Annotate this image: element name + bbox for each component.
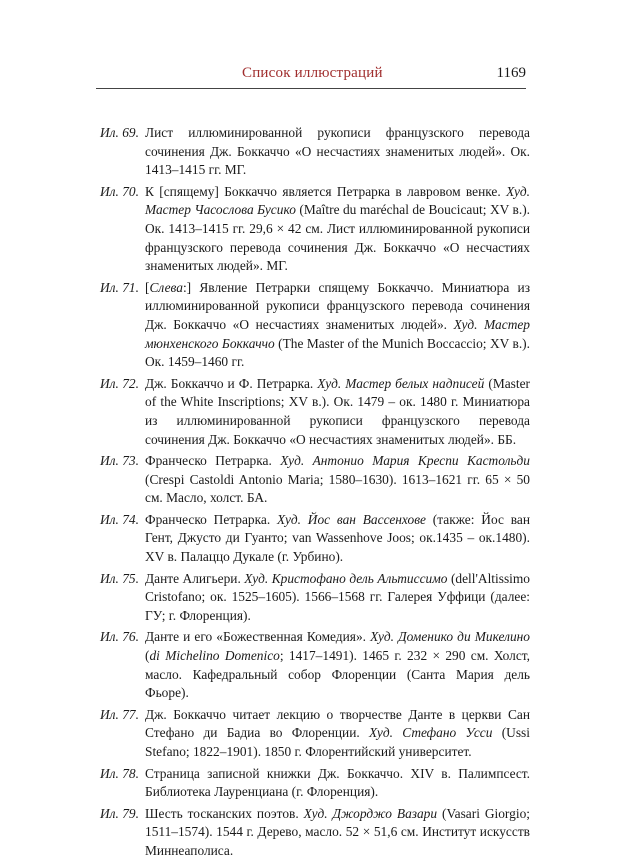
caption-italic-text: Худ. Кристофано дель Альтиссимо [244,570,448,586]
illustration-caption [145,124,530,180]
section-title: Список иллюстраций [242,65,383,81]
header-rule [96,88,526,89]
caption-italic-text: di Michelino Domenico [149,648,280,664]
caption-italic-text: Худ. Мастер Часослова Бусико [145,183,530,218]
caption-text: Франческо Петрарка. [145,511,278,527]
list-item [100,375,530,449]
caption-text: :] Явление Петрарки спящему Боккаччо. Миниатюра из иллюминированной рукописи французского перевода сочинения Дж. Боккаччо «О несчастиях знаменитых людей». [145,279,530,332]
caption-text: (The Master of the Munich Boccaccio; XV в.). Ок. 1459–1460 гг. [145,335,530,370]
illustration-caption [145,511,530,567]
list-item [100,124,530,180]
caption-italic-text: Худ. Антонио Мария Креспи Кастольди [280,453,530,469]
illustration-number: Ил. 71. [100,279,139,295]
illustration-number: Ил. 70. [100,183,139,199]
illustration-list [100,124,530,864]
illustration-number: Ил. 74. [100,511,139,527]
illustration-caption [145,628,530,702]
caption-italic-text: Худ. Джорджо Вазари [303,805,438,821]
caption-text: Франческо Петрарка. [145,453,281,469]
caption-text: Дж. Боккаччо читает лекцию о творчестве Данте в церкви Сан Стефано ди Бадиа во Флоренции. [145,706,530,741]
caption-text: Лист иллюминированной рукописи французского перевода сочинения Дж. Боккаччо «О несчастиях знаменитых людей». Ок. 1413–1415 гг. МГ. [145,125,530,178]
caption-italic-text: Худ. Стефано Усси [369,725,493,741]
caption-text: (Master of the White Inscriptions; XV в.). Ок. 1479 – ок. 1480 г. Миниатюра из иллюминированной рукописи французского перевода сочинения Дж. Боккаччо «О несчастиях знаменитых людей». ББ. [145,375,530,447]
illustration-caption [145,765,530,802]
illustration-caption [145,570,530,626]
illustration-caption [145,375,530,449]
caption-text: Шесть тосканских поэтов. [145,805,304,821]
caption-text: ; 1417–1491). 1465 г. 232 × 290 см. Холст, масло. Кафедральный собор Флоренции (Санта Мария дель Фьоре). [145,648,530,701]
list-item [100,452,530,508]
page-number: 1169 [496,65,526,81]
illustration-caption [145,279,530,372]
caption-text: ( [145,648,150,664]
caption-text: Страница записной книжки Дж. Боккаччо. XIV в. Палимпсест. Библиотека Лауренциана (г. Флоренция). [145,765,530,800]
illustration-caption [145,183,530,276]
list-item [100,279,530,372]
list-item [100,706,530,762]
illustration-caption [145,805,530,861]
caption-text: Дж. Боккаччо и Ф. Петрарка. [145,375,318,391]
caption-italic-text: Худ. Доменико ди Микелино [370,629,530,645]
list-item [100,765,530,802]
caption-text: (Vasari Giorgio; 1511–1574). 1544 г. Дерево, масло. 52 × 51,6 см. Институт искусств Миннеаполиса. [145,805,530,858]
list-item [100,805,530,861]
caption-text: (Maître du maréchal de Boucicaut; XV в.). Ок. 1413–1415 гг. 29,6 × 42 см. Лист иллюминированной рукописи французского перевода сочинения Дж. Боккаччо «О несчастиях знаменитых людей». МГ. [145,202,530,274]
caption-text: Данте Алигьери. [145,570,245,586]
illustration-number: Ил. 73. [100,453,139,469]
illustration-number: Ил. 76. [100,629,139,645]
caption-italic-text: Худ. Мастер мюнхенского Боккаччо [145,316,530,351]
illustration-caption [145,452,530,508]
caption-text: (Crespi Castoldi Antonio Maria; 1580–1630). 1613–1621 гг. 65 × 50 см. Масло, холст. БА. [145,471,530,506]
list-item [100,511,530,567]
illustration-number: Ил. 77. [100,706,139,722]
list-item [100,628,530,702]
caption-italic-text: Худ. Йос ван Вассенхове [277,511,426,527]
illustration-number: Ил. 69. [100,125,139,140]
caption-text: (dell'Altissimo Cristofano; ок. 1525–1605). 1566–1568 гг. Галерея Уффици (далее: ГУ; г. Флоренция). [145,570,530,623]
running-header [96,62,526,90]
list-item [100,183,530,276]
illustration-number: Ил. 78. [100,765,139,781]
caption-text: (Ussi Stefano; 1822–1901). 1850 г. Флорентийский университет. [145,725,530,759]
caption-italic-text: Слева [149,279,183,295]
list-item [100,570,530,626]
illustration-number: Ил. 72. [100,375,139,391]
caption-text: Данте и его «Божественная Комедия». [145,629,371,645]
illustration-number: Ил. 79. [100,805,139,821]
illustration-number: Ил. 75. [100,570,139,586]
caption-italic-text: Худ. Мастер белых надписей [317,375,485,391]
caption-text: (также: Йос ван Гент, Джусто ди Гуанто; van Wassenhove Joos; ок.1435 – ок.1480). XV в. Палаццо Дукале (г. Урбино). [145,511,530,565]
illustration-caption [145,706,530,762]
caption-text: [ [145,279,150,295]
caption-text: К [спящему] Боккаччо является Петрарка в лавровом венке. [145,183,507,199]
